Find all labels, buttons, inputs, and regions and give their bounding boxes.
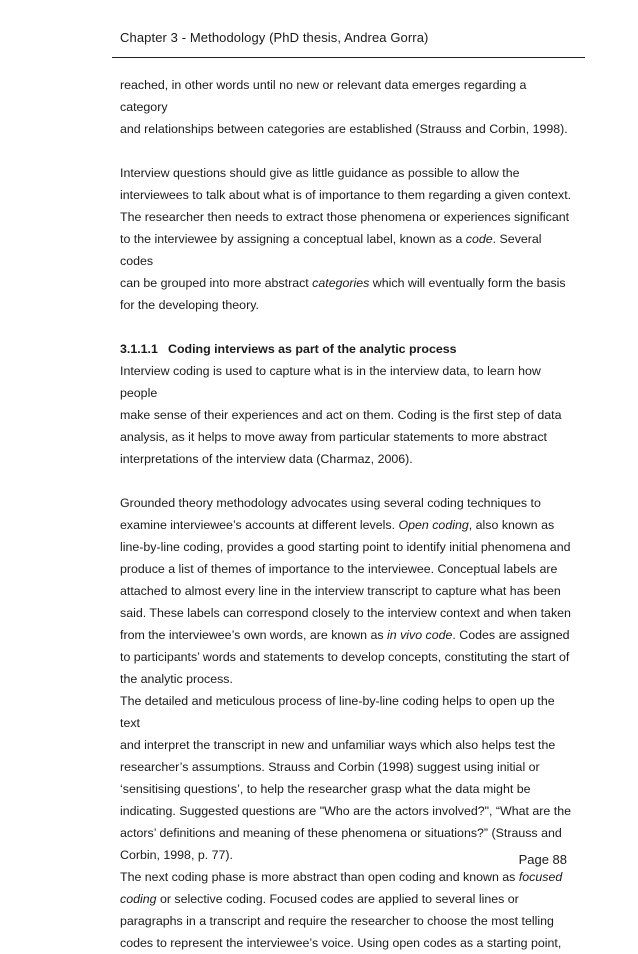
- text-run: . Several codes can be grouped into more abstract: [120, 232, 542, 290]
- section-number: 3.1.1.1: [120, 342, 158, 356]
- emphasis-code: code: [465, 232, 493, 246]
- text-run: which will eventually form the basis for the developing theory.: [120, 276, 566, 312]
- running-header: Chapter 3 - Methodology (PhD thesis, Andrea Gorra): [120, 30, 429, 45]
- section-heading: [120, 338, 575, 360]
- paragraph-gap: [120, 140, 575, 162]
- text-run: The next coding phase is more abstract than open coding and known as: [120, 870, 519, 884]
- header-divider: [112, 57, 585, 58]
- section-title: Coding interviews as part of the analytic process: [168, 342, 457, 356]
- page-body: [120, 74, 575, 954]
- paragraph-grounded-theory: [120, 492, 575, 690]
- paragraph-gap: [120, 316, 575, 338]
- paragraph-saturation: reached, in other words until no new or relevant data emerges regarding a category and relationships between categories are established (Strauss and Corbin, 1998).: [120, 78, 568, 136]
- paragraph-interview-questions: [120, 162, 575, 316]
- page-number: Page 88: [518, 852, 567, 867]
- text-run: or selective coding. Focused codes are applied to several lines or paragraphs in a transcript and require the researcher to choose the most telling codes to represent the interviewee’s voice. Using open codes as a starting point,: [120, 892, 562, 950]
- emphasis-in-vivo-code: in vivo code: [386, 628, 453, 642]
- text-run: Interview questions should give as little guidance as possible to allow the interviewees to talk about what is of importance to them regarding a given context. The researcher then needs to extract those phenomena or experiences significant to the interviewee by assigning a conceptual label, known as a: [120, 166, 572, 246]
- emphasis-open-coding: Open coding: [398, 518, 469, 532]
- text-run: . Codes are assigned to participants’ words and statements to develop concepts, constituting the start of the analytic process.: [120, 628, 570, 686]
- paragraph-line-by-line: The detailed and meticulous process of line-by-line coding helps to open up the text and interpret the transcript in new and unfamiliar ways which also helps test the researcher’s assumptions. Strauss and Corbin (1998) suggest using initial or ‘sensitising questions’, to help the researcher grasp what the data might be indicating. Suggested questions are "Who are the actors involved?", “What are the actors’ definitions and meaning of these phenomena or situations?” (Strauss and Corbin, 1998, p. 77).: [120, 694, 571, 862]
- text-run: Grounded theory methodology advocates using several coding techniques to examine interviewee’s accounts at different levels.: [120, 496, 541, 532]
- paragraph-gap: [120, 470, 575, 492]
- text-run: , also known as line-by-line coding, provides a good starting point to identify initial phenomena and produce a list of themes of importance to the interviewee. Conceptual labels are attached to almost every line in the interview transcript to capture what has been said. These labels can correspond closely to the interview context and when taken from the interviewee’s own words, are known as: [120, 518, 571, 642]
- emphasis-focused-coding: focused coding: [120, 870, 563, 906]
- emphasis-categories: categories: [312, 276, 370, 290]
- paragraph-interview-coding: Interview coding is used to capture what is in the interview data, to learn how people make sense of their experiences and act on them. Coding is the first step of data analysis, as it helps to move away from particular statements to more abstract interpretations of the interview data (Charmaz, 2006).: [120, 364, 562, 466]
- paragraph-focused-coding: [120, 866, 575, 954]
